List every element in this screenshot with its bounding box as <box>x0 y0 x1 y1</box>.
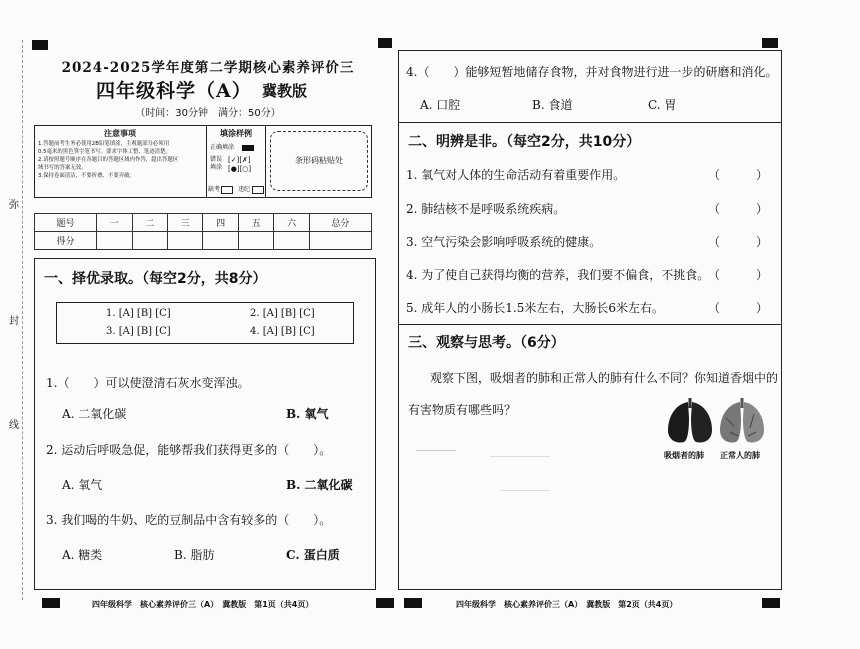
notice-item: 域书写的答案无效。 <box>38 164 87 171</box>
judge-item: 3. 空气污染会影响呼吸系统的健康。 <box>406 235 602 249</box>
q4-option-b[interactable]: B. 食道 <box>532 98 573 112</box>
score-header-cell: 一 <box>97 214 132 232</box>
barcode-label: 条形码粘贴处 <box>295 156 343 165</box>
q4-option-a[interactable]: A. 口腔 <box>420 98 461 112</box>
score-cell[interactable] <box>203 232 238 250</box>
registration-mark <box>762 38 778 48</box>
caption-normal: 正常人的肺 <box>720 451 760 460</box>
score-table <box>34 213 372 250</box>
score-header-cell: 三 <box>167 214 202 232</box>
section2-title: 二、明辨是非。（每空2分，共10分） <box>408 134 641 150</box>
q4-option-c[interactable]: C. 胃 <box>648 98 677 112</box>
score-header-cell: 题号 <box>35 214 97 232</box>
section3-prompt-line1: 观察下图，吸烟者的肺和正常人的肺有什么不同？你知道香烟中的 <box>430 371 779 385</box>
score-value-row <box>35 232 372 250</box>
question-stem: 1.（ ）可以使澄清石灰水变浑浊。 <box>46 376 250 390</box>
fill-correct-mark <box>242 145 254 151</box>
score-header-cell: 五 <box>238 214 273 232</box>
option-a[interactable]: A. 糖类 <box>62 548 103 562</box>
footer-left: 四年级科学 核心素养评价三（A） 冀教版 第1页（共4页） <box>92 600 314 609</box>
score-cell[interactable] <box>97 232 132 250</box>
judge-answer-paren[interactable]: （ ） <box>708 235 769 249</box>
fill-wrong-label: 错误填涂 <box>210 156 223 171</box>
score-header-row <box>35 214 372 232</box>
notice-item: 2.请按照题号顺序在各题目的答题区域内作答，超出答题区 <box>38 156 179 163</box>
absent-checkbox[interactable] <box>221 186 233 194</box>
score-cell[interactable] <box>309 232 371 250</box>
judge-item: 2. 肺结核不是呼吸系统疾病。 <box>406 202 566 216</box>
seal-label: 线 <box>9 420 19 431</box>
answer-area-bleed <box>410 442 660 562</box>
registration-mark <box>376 598 394 608</box>
violation-checkbox[interactable] <box>252 186 264 194</box>
answer-grid-item[interactable]: 4. [A] [B] [C] <box>250 326 315 337</box>
option-c[interactable]: C. 蛋白质 <box>286 548 340 562</box>
absent-label: 缺考 <box>208 186 221 193</box>
judge-item: 4. 为了使自己获得均衡的营养，我们要不偏食，不挑食。 <box>406 268 710 282</box>
question-stem: 3. 我们喝的牛奶、吃的豆制品中含有较多的（ ）。 <box>46 513 332 527</box>
section3-prompt-line2: 有害物质有哪些吗？ <box>408 403 517 417</box>
notice-item: 3.保持卷面清洁，不要折叠、不要弄破。 <box>38 172 135 179</box>
answer-grid-item[interactable]: 3. [A] [B] [C] <box>106 326 171 337</box>
section1-title: 一、择优录取。（每空2分，共8分） <box>44 271 267 287</box>
registration-mark <box>378 38 392 48</box>
bleed-line <box>490 456 550 457</box>
judge-answer-paren[interactable]: （ ） <box>708 268 769 282</box>
notice-title: 注意事项 <box>104 129 136 138</box>
subject-title: 四年级科学（A） <box>96 80 252 102</box>
judge-item: 5. 成年人的小肠长1.5米左右，大肠长6米左右。 <box>406 301 664 315</box>
violation-label: 违纪 <box>238 186 251 193</box>
seal-label: 弥 <box>9 200 19 211</box>
section3-title: 三、观察与思考。（6分） <box>408 335 565 351</box>
seal-label: 封 <box>9 316 19 327</box>
option-a[interactable]: A. 二氧化碳 <box>62 407 127 421</box>
wrong-mark-check-icon: [✓][✗] <box>228 156 251 164</box>
normal-lung-icon <box>720 398 764 443</box>
option-b[interactable]: B. 脂肪 <box>174 548 215 562</box>
score-cell[interactable] <box>238 232 273 250</box>
fill-correct-label: 正确填涂 <box>210 144 235 151</box>
question-stem: 2. 运动后呼吸急促，能够帮我们获得更多的（ ）。 <box>46 443 332 457</box>
answer-grid-item[interactable]: 2. [A] [B] [C] <box>250 308 315 319</box>
smoker-lung-icon <box>668 398 712 443</box>
score-header-cell: 六 <box>274 214 309 232</box>
bleed-line <box>416 450 456 451</box>
answer-grid-item[interactable]: 1. [A] [B] [C] <box>106 308 171 319</box>
fill-wrong-marks <box>228 156 251 174</box>
option-b[interactable]: B. 氧气 <box>286 407 329 421</box>
footer-right: 四年级科学 核心素养评价三（A） 冀教版 第2页（共4页） <box>456 600 678 609</box>
wrong-mark-dot-icon: [●][○] <box>228 165 252 173</box>
exam-title: 2024-2025学年度第二学期核心素养评价三 <box>61 60 355 76</box>
lung-images <box>664 398 768 446</box>
score-label-cell: 得分 <box>35 232 97 250</box>
score-cell[interactable] <box>132 232 167 250</box>
judge-item: 1. 氧气对人体的生命活动有着重要作用。 <box>406 168 626 182</box>
registration-mark <box>32 40 48 50</box>
notice-list <box>38 140 206 180</box>
score-header-cell: 二 <box>132 214 167 232</box>
notice-divider <box>265 125 266 198</box>
time-info: （时间：30分钟 满分：50分） <box>135 108 281 119</box>
notice-item: 1.答题前考生务必使用2B铅笔填涂，主观题部分必须用 <box>38 140 170 147</box>
score-cell[interactable] <box>274 232 309 250</box>
section-divider <box>398 122 782 123</box>
score-cell[interactable] <box>167 232 202 250</box>
bleed-line <box>500 490 550 491</box>
registration-mark <box>404 598 422 608</box>
option-a[interactable]: A. 氧气 <box>62 478 103 492</box>
registration-mark <box>762 598 780 608</box>
judge-answer-paren[interactable]: （ ） <box>708 202 769 216</box>
notice-divider <box>206 125 207 198</box>
edition-label: 冀教版 <box>262 82 308 100</box>
section-divider <box>398 324 782 325</box>
option-b[interactable]: B. 二氧化碳 <box>286 478 353 492</box>
caption-smoker: 吸烟者的肺 <box>664 451 704 460</box>
score-header-cell: 四 <box>203 214 238 232</box>
notice-item: 0.5毫米的黑色签字笔书写。要求字体工整、笔迹清楚。 <box>38 148 171 155</box>
score-header-cell: 总分 <box>309 214 371 232</box>
fill-example-title: 填涂样例 <box>220 129 252 138</box>
judge-answer-paren[interactable]: （ ） <box>708 301 769 315</box>
q4-stem: 4.（ ）能够短暂地储存食物，并对食物进行进一步的研磨和消化。 <box>406 65 778 79</box>
registration-mark <box>42 598 60 608</box>
seal-line <box>22 40 23 600</box>
judge-answer-paren[interactable]: （ ） <box>708 168 769 182</box>
